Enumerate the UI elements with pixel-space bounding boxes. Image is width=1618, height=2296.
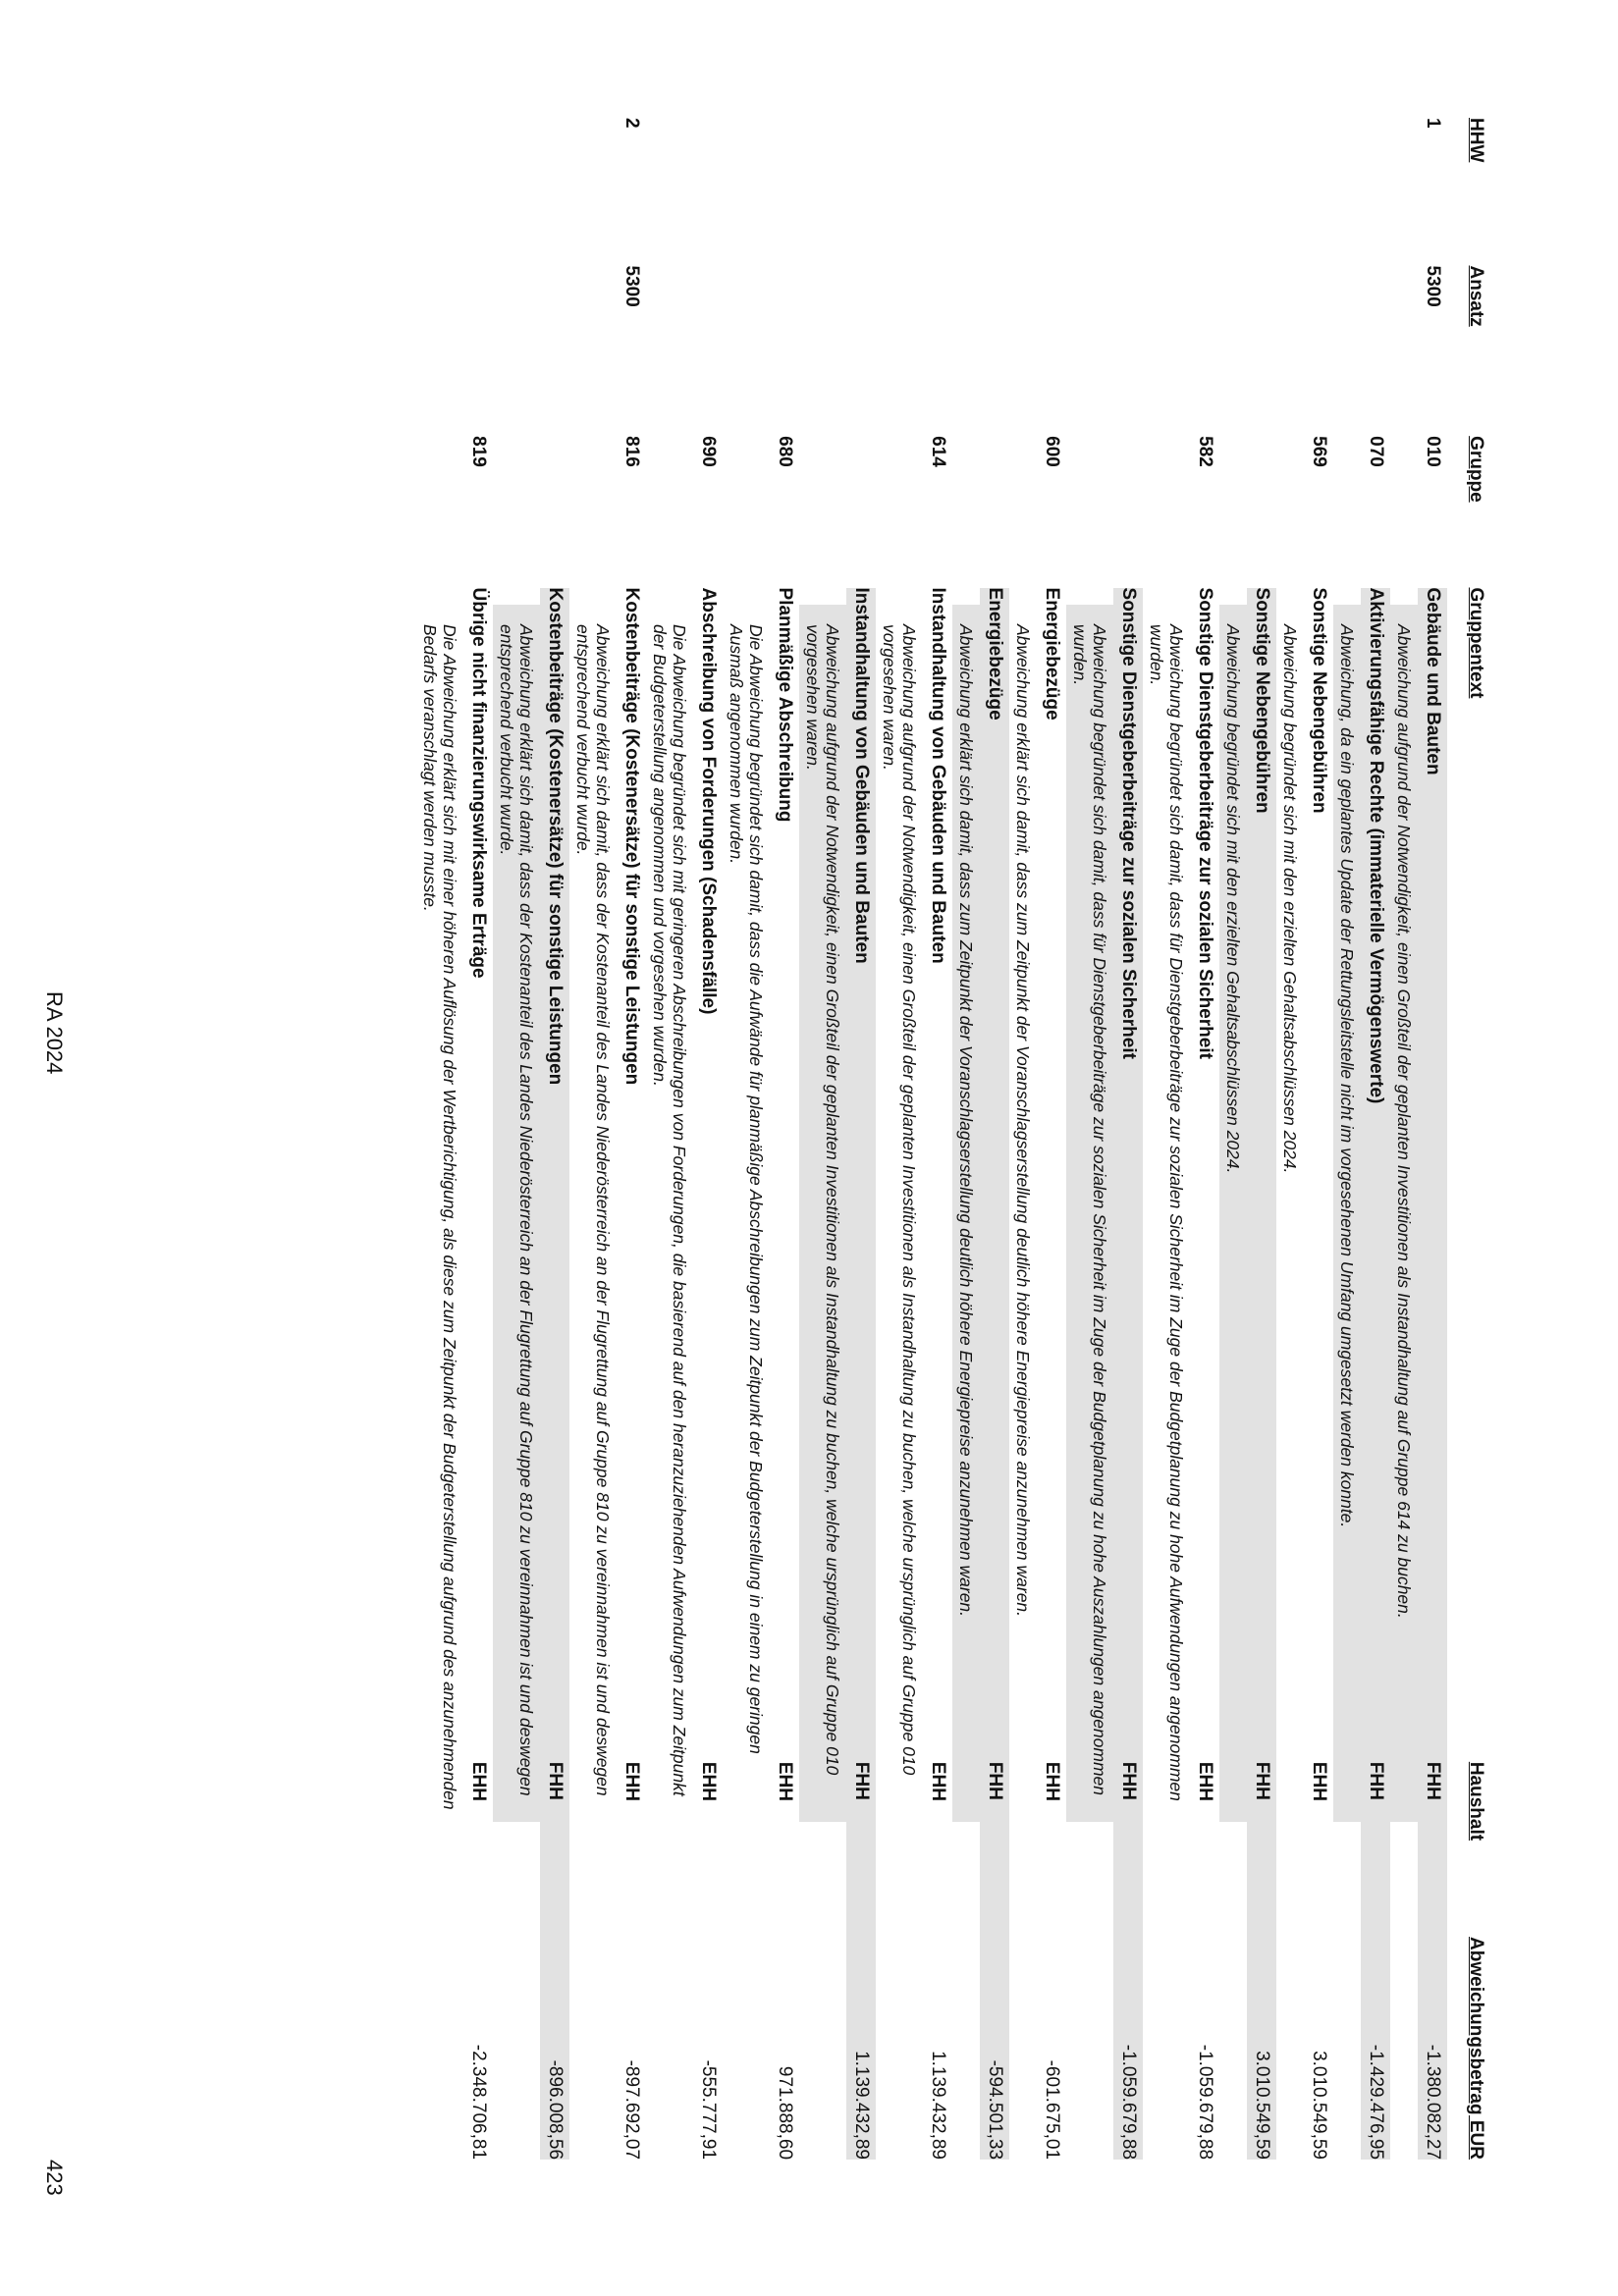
haushalt-cell: EHH [928,1761,948,1801]
betrag-cell: -897.692,07 [621,2059,642,2161]
haushalt-cell: FHH [540,1762,569,1904]
empty-cell [609,118,617,271]
header-gruppe: Gruppe [1466,436,1486,503]
gruppentext-title: Energiebezüge [980,588,1009,1762]
empty-cell [1239,448,1247,605]
betrag-cell: -594.501,33 [980,1904,1009,2160]
table-row [1361,118,1390,2160]
empty-cell [456,271,463,448]
betrag-cell: 971.888,60 [775,2065,795,2161]
variance-table [416,118,1490,2160]
table-row [1190,118,1219,2160]
betrag-cell: 1.139.432,89 [846,1904,876,2160]
ansatz-cell [485,266,493,437]
header-haushalt: Haushalt [1466,1761,1486,1842]
gruppe-cell: 614 [928,436,948,467]
haushalt-cell: EHH [698,1761,719,1801]
table-row-description [493,118,540,2160]
empty-cell [972,271,980,448]
gruppentext-title: Kostenbeiträge (Kostenersätze) für sonstige Leistungen [621,587,642,1086]
table-row-description [569,118,617,2160]
empty-cell [1029,118,1037,271]
betrag-cell: 3.010.549,59 [1309,2051,1329,2161]
gruppe-cell [562,436,569,587]
gruppe-cell: 680 [775,436,795,467]
gruppentext-description: Abweichung erklärt sich damit, dass der Kostenanteil des Landes Niederösterreich an der Flugrettung auf Gruppe 810 zu vereinnahmen ist und deswegen entsprechend verbucht wurde. [573,624,613,1796]
hhw-cell [1058,118,1066,266]
hhw-cell [562,118,569,266]
betrag-cell: 3.010.549,59 [1247,1904,1276,2160]
empty-cell [915,448,923,605]
hhw-cell: 2 [621,118,642,129]
header-ansatz: Ansatz [1466,265,1486,327]
gruppentext-title: Sonstige Dienstgeberbeiträge zur sozialen Sicherheit [1195,587,1215,1059]
hhw-cell [1001,118,1009,266]
table-row-description [799,118,846,2160]
empty-cell [609,448,617,605]
empty-cell [1353,271,1361,448]
gruppentext-title: Kostenbeiträge (Kostenersätze) für sonstige Leistungen [540,588,569,1762]
empty-cell [1353,448,1361,605]
empty-cell [1296,118,1304,271]
empty-cell [532,271,540,448]
ansatz-cell [1001,266,1009,437]
hhw-cell [1268,118,1276,266]
hhw-cell [1135,118,1143,266]
gruppentext-title: Energiebezüge [1042,587,1062,721]
table-header [1447,118,1490,2160]
table-row [1247,118,1276,2160]
header-gruppentext: Gruppentext [1466,587,1486,699]
hhw-cell [1382,118,1390,266]
page-number: 423 [42,2160,67,2196]
haushalt-cell: FHH [1247,1762,1276,1904]
ansatz-cell [791,266,799,437]
gruppentext-title: Planmäßige Abschreibung [775,587,795,823]
empty-cell [972,448,980,605]
haushalt-cell: EHH [621,1761,642,1801]
empty-cell [532,448,540,605]
gruppentext-title: Sonstige Nebengebühren [1309,587,1329,814]
hhw-cell [715,118,723,266]
empty-cell [532,118,540,271]
gruppe-cell: 569 [1309,436,1329,467]
empty-cell [685,448,693,605]
ansatz-cell [868,266,876,437]
table-row-description [1276,118,1304,2160]
gruppentext-description: Die Abweichung begründet sich damit, dass die Aufwände für planmäßige Abschreibungen zum Zeitpunkt der Budgeterstellung in einem zu geringen Ausmaß angenommen wurden. [727,624,766,1754]
table-row-description [723,118,770,2160]
table-row [1113,118,1143,2160]
gruppentext-description: Abweichung erklärt sich damit, dass der Kostenanteil des Landes Niederösterreich an der Flugrettung auf Gruppe 810 zu vereinnahmen ist und deswegen entsprechend verbucht wurde. [493,605,540,1822]
table-row [693,118,723,2160]
haushalt-cell: EHH [1195,1761,1215,1801]
hhw-cell [1325,118,1333,266]
empty-cell [1410,118,1418,271]
table-row [540,118,569,2160]
hhw-cell [868,118,876,266]
gruppentext-description: Abweichung aufgrund der Notwendigkeit, einen Großteil der geplanten Investitionen als Instandhaltung auf Gruppe 614 zu buchen. [1390,605,1418,1822]
ansatz-cell [1325,266,1333,437]
empty-cell [838,271,846,448]
betrag-cell: -555.777,91 [698,2059,719,2161]
gruppentext-title: Instandhaltung von Gebäuden und Bauten [846,588,876,1762]
gruppentext-title: Aktivierungsfähige Rechte (immaterielle Vermögenswerte) [1361,588,1390,1762]
empty-cell [1410,271,1418,448]
empty-cell [1182,271,1190,448]
ansatz-cell [1135,266,1143,437]
empty-cell [1353,118,1361,271]
table-row [1418,118,1447,2160]
betrag-cell: -1.429.476,95 [1361,1904,1390,2160]
betrag-cell: -1.059.679,88 [1195,2044,1215,2161]
empty-cell [456,118,463,271]
gruppe-cell: 582 [1195,436,1215,467]
haushalt-cell: FHH [846,1762,876,1904]
empty-cell [1182,118,1190,271]
table-row-description [1333,118,1361,2160]
gruppe-cell: 600 [1042,436,1062,467]
table-row-description [646,118,693,2160]
empty-cell [838,448,846,605]
gruppentext-description: Abweichung, da ein geplantes Update der Rettungsleitstelle nicht im vorgesehenen Umfang umgesetzt werden konnte. [1333,605,1361,1822]
ansatz-cell [944,266,952,437]
table-row-description [1143,118,1190,2160]
haushalt-cell: EHH [1309,1761,1329,1801]
gruppentext-title: Instandhaltung von Gebäuden und Bauten [928,587,948,964]
empty-cell [1106,448,1113,605]
betrag-cell: -1.380.082,27 [1418,1904,1447,2160]
gruppe-cell: 690 [698,436,719,467]
table-row [980,118,1009,2160]
gruppentext-description: Abweichung begründet sich mit den erzielten Gehaltsabschlüssen 2024. [1280,624,1300,1174]
hhw-cell: 1 [1423,118,1443,129]
gruppentext-description: Die Abweichung begründet sich mit geringeren Abschreibungen von Forderungen, die basierend auf den heranzuziehenden Aufwendungen zum Zeitpunkt der Budgeterstellung angenommen und vorgesehen wurden. [650,624,689,1796]
ansatz-cell: 5300 [1423,265,1443,307]
gruppentext-description: Abweichung begründet sich mit den erzielten Gehaltsabschlüssen 2024. [1219,605,1247,1822]
hhw-cell [1212,118,1219,266]
table-row [846,118,876,2160]
table-row-description [1009,118,1037,2160]
empty-cell [685,118,693,271]
gruppentext-title: Übrige nicht finanzierungswirksame Erträge [468,587,489,979]
empty-cell [1296,448,1304,605]
header-hhw: HHW [1466,118,1486,163]
gruppentext-description: Abweichung begründet sich damit, dass für Dienstgeberbeiträge zur sozialen Sicherheit im Zuge der Budgetplanung zu hohe Auszahlungen angenommen wurden. [1066,605,1113,1822]
empty-cell [1296,271,1304,448]
gruppentext-description: Abweichung erklärt sich damit, dass zum Zeitpunkt der Voranschlagserstellung deutlich höhere Energiepreise anzunehmen waren. [952,605,980,1822]
betrag-cell: -601.675,01 [1042,2059,1062,2161]
hhw-cell [485,118,493,266]
table-row [463,118,493,2160]
empty-cell [1106,118,1113,271]
empty-cell [1239,118,1247,271]
gruppentext-description: Abweichung aufgrund der Notwendigkeit, einen Großteil der geplanten Investitionen als Instandhaltung zu buchen, welche ursprünglich auf Gruppe 010 vorgesehen waren. [880,624,919,1776]
report-label: RA 2024 [42,991,67,1075]
table-row [923,118,952,2160]
ansatz-cell [1268,266,1276,437]
haushalt-cell: FHH [1113,1762,1143,1904]
ansatz-cell: 5300 [621,265,642,307]
gruppe-cell: 070 [1366,436,1386,467]
betrag-cell: -1.059.679,88 [1113,1904,1143,2160]
empty-cell [762,448,770,605]
ansatz-cell [1212,266,1219,437]
table-row-description [876,118,923,2160]
gruppe-cell [1001,436,1009,587]
empty-cell [915,118,923,271]
gruppentext-description: Die Abweichung erklärt sich mit einer höheren Auflösung der Wertberichtigung, als diese zum Zeitpunkt der Budgeterstellung aufgrund des anzunehmenden Bedarfs veranschlagt werden musste. [420,624,459,1810]
gruppe-cell [1268,436,1276,587]
table-row-description [1066,118,1113,2160]
empty-cell [762,118,770,271]
betrag-cell: -896.008,56 [540,1904,569,2160]
ansatz-cell [715,266,723,437]
haushalt-cell: EHH [468,1761,489,1801]
gruppentext-description: Abweichung aufgrund der Notwendigkeit, einen Großteil der geplanten Investitionen als Instandhaltung zu buchen, welche ursprünglich auf Gruppe 010 vorgesehen waren. [799,605,846,1822]
haushalt-cell: FHH [1361,1762,1390,1904]
ansatz-cell [562,266,569,437]
gruppe-cell [1135,436,1143,587]
table-row [1304,118,1333,2160]
gruppentext-description: Abweichung erklärt sich damit, dass zum Zeitpunkt der Voranschlagserstellung deutlich höhere Energiepreise anzunehmen waren. [1013,624,1033,1618]
gruppe-cell [868,436,876,587]
empty-cell [609,271,617,448]
haushalt-cell: FHH [980,1762,1009,1904]
table-row [770,118,799,2160]
empty-cell [1029,271,1037,448]
header-betrag: Abweichungsbetrag EUR [1466,1937,1486,2161]
haushalt-cell: FHH [1418,1762,1447,1904]
gruppentext-title: Sonstige Dienstgeberbeiträge zur sozialen Sicherheit [1113,588,1143,1762]
ansatz-cell [1382,266,1390,437]
gruppentext-title: Sonstige Nebengebühren [1247,588,1276,1762]
empty-cell [685,271,693,448]
betrag-cell: 1.139.432,89 [928,2051,948,2161]
table-body [416,118,1447,2160]
empty-cell [838,118,846,271]
empty-cell [1029,448,1037,605]
hhw-cell [944,118,952,266]
empty-cell [972,118,980,271]
gruppentext-title: Gebäude und Bauten [1418,588,1447,1762]
table-row-description [1219,118,1247,2160]
empty-cell [1239,271,1247,448]
gruppentext-description: Abweichung begründet sich damit, dass für Dienstgeberbeiträge zur sozialen Sicherheit im Zuge der Budgetplanung zu hohe Aufwendungen angenommen wurden. [1147,624,1186,1801]
empty-cell [456,448,463,605]
empty-cell [1182,448,1190,605]
empty-cell [1410,448,1418,605]
gruppentext-title: Abschreibung von Forderungen (Schadensfälle) [698,587,719,1015]
gruppe-cell: 819 [468,436,489,467]
table-row-description [952,118,980,2160]
gruppe-cell: 010 [1423,436,1443,467]
table-row-description [416,118,463,2160]
table-row [1037,118,1066,2160]
empty-cell [762,271,770,448]
gruppe-cell: 816 [621,436,642,467]
betrag-cell: -2.348.706,81 [468,2044,489,2161]
haushalt-cell: EHH [1042,1761,1062,1801]
hhw-cell [791,118,799,266]
table-row-description [1390,118,1418,2160]
haushalt-cell: EHH [775,1761,795,1801]
ansatz-cell [1058,266,1066,437]
empty-cell [915,271,923,448]
table-row [617,118,646,2160]
empty-cell [1106,271,1113,448]
